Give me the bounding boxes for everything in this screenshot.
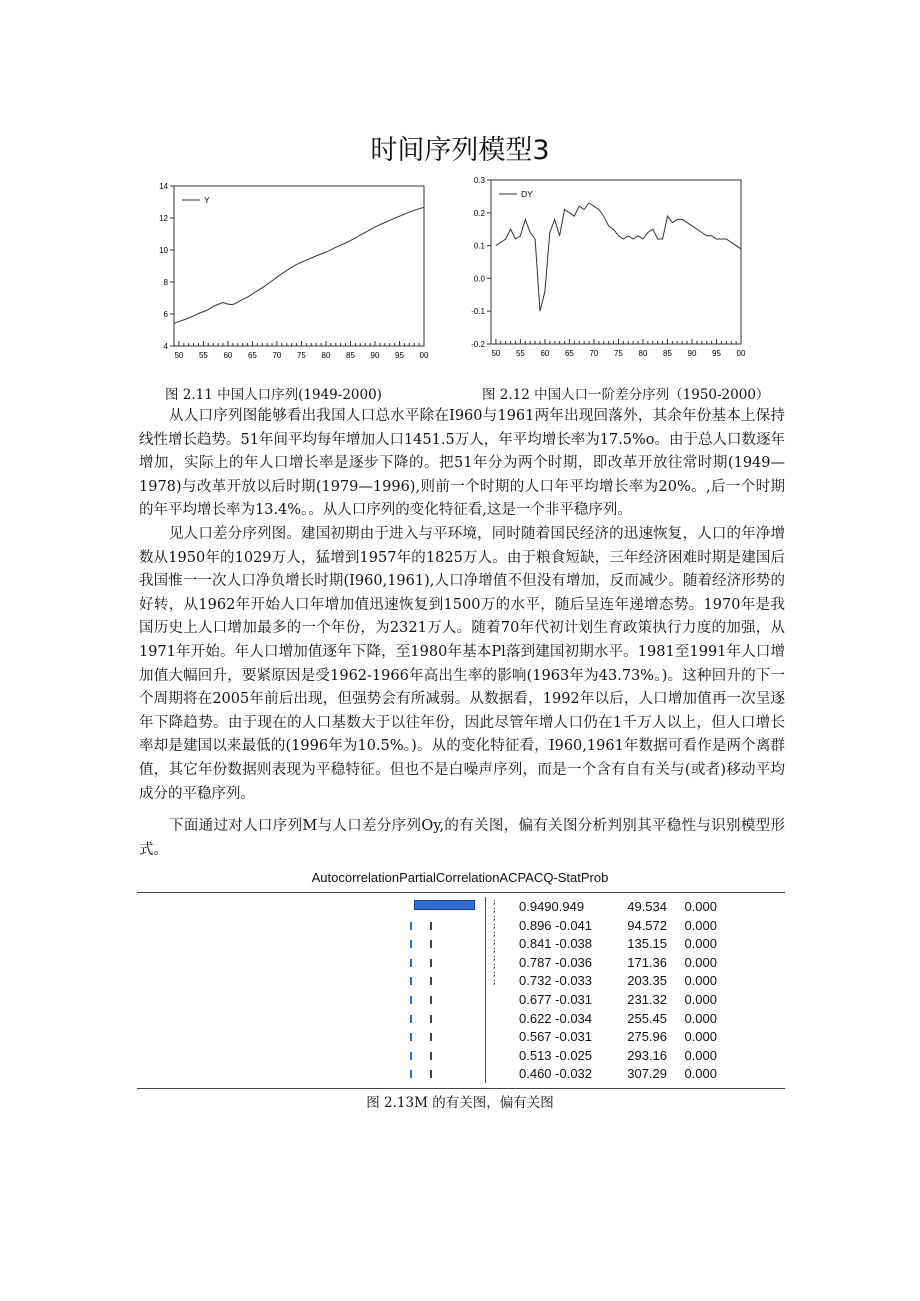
figure-caption-2-11: 图 2.11 中国人口序列(1949-2000)	[165, 387, 382, 403]
x-tick-label: 75	[296, 351, 306, 360]
acf-edge-marker	[410, 1033, 412, 1041]
x-tick-label: 50	[491, 349, 501, 358]
x-tick-label: 95	[712, 349, 721, 358]
x-tick-label: 90	[370, 351, 380, 360]
ac-pac-value: 0.732 -0.033	[519, 973, 593, 989]
figure-caption-2-13: 图 2.13M 的有关图，偏有关图	[366, 1095, 554, 1111]
q-stat-value: 293.16	[627, 1047, 667, 1063]
series-line-y	[174, 207, 424, 323]
ac-pac-value: 0.460 -0.032	[519, 1066, 593, 1082]
correlogram-row	[519, 935, 717, 953]
y-tick-label: 0.1	[473, 241, 485, 251]
q-stat-value: 203.35	[627, 973, 667, 989]
pacf-tick	[430, 1070, 432, 1078]
acf-bar-lag-1	[414, 900, 475, 910]
pacf-tick	[430, 977, 432, 985]
acf-edge-marker	[410, 940, 412, 948]
correlogram-row	[519, 1065, 717, 1083]
difference-line-chart	[455, 172, 755, 372]
ac-pac-value: 0.787 -0.036	[519, 954, 593, 970]
y-tick-label: 12	[159, 214, 168, 223]
paragraph-3: 下面通过对人口序列M与人口差分序列Oy,的有关图，偏有关图分析判别其平稳性与识别模型形式。	[139, 818, 785, 858]
y-tick-label: 4	[163, 342, 168, 351]
correlogram-row	[519, 1028, 717, 1046]
prob-value: 0.000	[684, 1066, 717, 1082]
x-tick-label: 65	[564, 349, 574, 358]
acf-edge-marker	[410, 922, 412, 930]
paragraph-1: 从人口序列图能够看出我国人口总水平除在I960与1961两年出现回落外，其余年份基本上保持线性增长趋势。51年间平均每年增加人口1451.5万人，年平均增长率为17.5%o。由于总人口数逐年增加，实际上的年人口增长率是逐步下降的。把51年分为两个时期，即改革开放往常时期(1949—1978)与改革开放以后时期(1979—1996),则前一个时期的人口年平均增长率为20%。,后一个时期的年平均增长率为13.4%。。从人口序列的变化特征看,这是一个非平稳序列。	[139, 408, 785, 519]
correlogram-divider	[485, 897, 486, 1083]
series-line-dy	[496, 203, 741, 311]
prob-value: 0.000	[684, 1029, 717, 1045]
pacf-tick	[430, 1033, 432, 1041]
y-tick-label: 10	[159, 246, 168, 255]
q-stat-value: 231.32	[627, 992, 667, 1007]
x-tick-label: 55	[515, 349, 525, 358]
pacf-tick	[430, 996, 432, 1004]
page-title: 时间序列模型3	[370, 135, 550, 166]
prob-value: 0.000	[684, 1047, 717, 1063]
pacf-tick	[430, 940, 432, 948]
x-tick-label: 70	[272, 351, 282, 360]
x-tick-label: 70	[589, 349, 599, 358]
y-tick-label: 6	[163, 310, 168, 319]
plot-frame	[174, 186, 424, 346]
ac-pac-value: 0.622 -0.034	[519, 1010, 593, 1026]
prob-value: 0.000	[684, 917, 717, 933]
correlogram-row	[519, 991, 717, 1009]
prob-value: 0.000	[684, 1010, 717, 1026]
ac-pac-value: 0.9490.949	[519, 899, 585, 914]
x-tick-label: 85	[663, 349, 672, 358]
x-tick-label: 80	[638, 349, 648, 358]
correlogram-row	[519, 1047, 717, 1065]
y-tick-label: 8	[163, 278, 168, 287]
y-tick-label: -0.2	[471, 340, 485, 349]
figure-caption-2-12: 图 2.12 中国人口一阶差分序列（1950-2000）	[482, 387, 770, 403]
q-stat-value: 171.36	[627, 954, 667, 970]
prob-value: 0.000	[684, 973, 717, 989]
x-tick-label: 50	[174, 351, 184, 360]
x-tick-label: 95	[395, 351, 404, 360]
correlogram-row	[519, 917, 717, 935]
acf-edge-marker	[410, 1052, 412, 1060]
x-tick-label: 90	[687, 349, 697, 358]
legend-label: DY	[521, 189, 533, 199]
x-tick-label: 65	[247, 351, 257, 360]
plot-frame	[491, 180, 741, 344]
q-stat-value: 94.572	[627, 917, 667, 933]
prob-value: 0.000	[684, 992, 717, 1007]
x-tick-label: 60	[223, 351, 233, 360]
correlogram-header: AutocorrelationPartialCorrelationACPACQ-StatProb	[311, 870, 609, 885]
correlogram-row	[519, 954, 717, 972]
ac-pac-value: 0.677 -0.031	[519, 992, 593, 1007]
y-tick-label: 0.0	[473, 274, 485, 284]
x-tick-label: 80	[321, 351, 331, 360]
q-stat-value: 49.534	[627, 899, 667, 914]
acf-edge-marker	[410, 1015, 412, 1023]
ac-pac-value: 0.513 -0.025	[519, 1047, 593, 1063]
correlogram-row	[519, 972, 717, 990]
pacf-tick	[430, 1052, 432, 1060]
x-tick-label: 00	[419, 351, 429, 360]
ac-pac-value: 0.567 -0.031	[519, 1029, 593, 1045]
y-tick-label: -0.1	[471, 307, 485, 317]
pacf-marks: ; ; ; ; ; ; ; ; ; ; ;	[492, 897, 497, 986]
q-stat-value: 135.15	[627, 936, 667, 952]
q-stat-value: 255.45	[627, 1010, 667, 1026]
pacf-tick	[430, 1015, 432, 1023]
prob-value: 0.000	[684, 954, 717, 970]
ac-pac-value: 0.841 -0.038	[519, 936, 593, 952]
legend-label: Y	[204, 195, 210, 205]
correlogram-row	[519, 898, 717, 916]
pacf-tick	[430, 922, 432, 930]
correlogram-row	[519, 1010, 717, 1028]
population-line-chart	[140, 176, 440, 371]
prob-value: 0.000	[684, 936, 717, 952]
acf-edge-marker	[410, 1070, 412, 1078]
acf-edge-marker	[410, 977, 412, 985]
paragraph-2: 见人口差分序列图。建国初期由于进入与平环境，同时随着国民经济的迅速恢复，人口的年净增数从1950年的1029万人，猛增到1957年的1825万人。由于粮食短缺，三年经济困难时期是建国后我国惟一一次人口净负增长时期(I960,1961),人口净增值不但没有增加，反而减少。随着经济形势的好转，从1962年开始人口年增加值迅速恢复到1500万的水平，随后呈连年递增态势。1970年是我国历史上人口增加最多的一个年份，为2321万人。随着70年代初计划生育政策执行力度的加强，从1971年开始。年人口增加值逐年下降，至1980年基本Pl落到建国初期水平。1981至1991年人口增加值大幅回升，要紧原因是受1962-1966年高出生率的影响(1963年为43.73%。)。这种回升的下一个周期将在2005年前后出现，但强势会有所减弱。从数据看，1992年以后，人口增加值再一次呈逐年下降趋势。由于现在的人口基数大于以往年份，因此尽管年增人口仍在1千万人以上，但人口增长率却是建国以来最低的(1996年为10.5%。)。从的变化特征看，I960,1961年数据可看作是两个离群值，其它年份数据则表现为平稳特征。但也不是白噪声序列，而是一个含有自有关与(或者)移动平均成分的平稳序列。	[139, 526, 785, 802]
acf-edge-marker	[410, 996, 412, 1004]
acf-edge-marker	[410, 959, 412, 967]
y-tick-label: 14	[159, 182, 168, 191]
x-tick-label: 85	[346, 351, 355, 360]
pacf-tick	[430, 959, 432, 967]
x-tick-label: 55	[198, 351, 208, 360]
x-tick-label: 60	[540, 349, 550, 358]
x-tick-label: 75	[613, 349, 623, 358]
prob-value: 0.000	[684, 899, 717, 914]
ac-pac-value: 0.896 -0.041	[519, 917, 593, 933]
y-tick-label: 0.2	[473, 208, 485, 218]
q-stat-value: 275.96	[627, 1029, 667, 1045]
x-tick-label: 00	[736, 349, 746, 358]
y-tick-label: 0.3	[473, 176, 485, 185]
q-stat-value: 307.29	[627, 1066, 667, 1082]
